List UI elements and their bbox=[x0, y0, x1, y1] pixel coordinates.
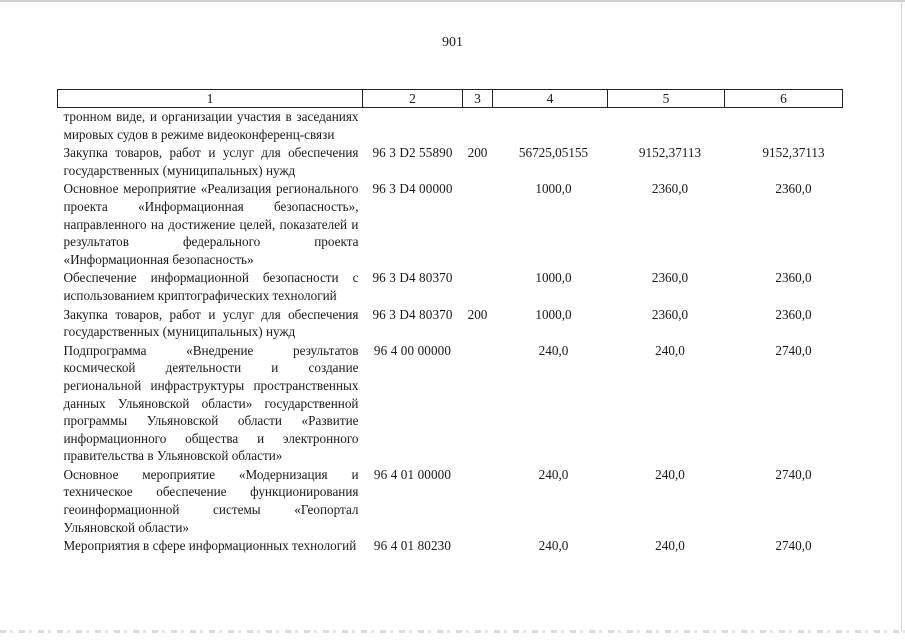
column-header-6: 6 bbox=[725, 90, 843, 108]
budget-table bbox=[57, 89, 843, 556]
row-value-2 bbox=[608, 108, 725, 145]
page-frame-right bbox=[901, 0, 902, 632]
row-value-3: 2740,0 bbox=[775, 466, 812, 482]
table-row bbox=[58, 466, 843, 537]
row-value-3: 2740,0 bbox=[775, 342, 812, 358]
row-expense-type bbox=[463, 180, 493, 269]
row-expense-type bbox=[463, 108, 493, 145]
row-value-1: 240,0 bbox=[538, 466, 569, 482]
column-header-4: 4 bbox=[493, 90, 608, 108]
row-value-2: 2360,0 bbox=[651, 306, 689, 322]
row-value-2: 9152,37113 bbox=[638, 145, 702, 161]
row-value-1: 56725,05155 bbox=[518, 145, 589, 161]
table-row bbox=[58, 306, 843, 342]
table-header bbox=[58, 90, 843, 108]
row-value-3: 2360,0 bbox=[775, 270, 812, 286]
row-expense-type bbox=[463, 537, 493, 556]
row-name: Закупка товаров, работ и услуг для обеспечения государственных (муниципальных) нужд bbox=[63, 145, 359, 178]
row-code: 96 3 D4 80370 bbox=[372, 270, 453, 286]
row-expense-type bbox=[463, 342, 493, 466]
row-name: тронном виде, и организации участия в заседаниях мировых судов в режиме видеоконференц-связи bbox=[63, 109, 359, 142]
table-body bbox=[58, 108, 843, 556]
table-row bbox=[58, 144, 843, 180]
scan-edge bbox=[0, 630, 905, 633]
header-row bbox=[58, 90, 843, 108]
row-code: 96 4 01 00000 bbox=[373, 466, 452, 482]
row-value-1: 1000,0 bbox=[535, 306, 572, 322]
row-code: 96 4 01 80230 bbox=[373, 538, 452, 554]
row-value-3: 9152,37113 bbox=[762, 145, 825, 161]
row-expense-type bbox=[463, 466, 493, 537]
column-header-1: 1 bbox=[58, 90, 363, 108]
row-expense-type: 200 bbox=[467, 306, 488, 322]
table-row bbox=[58, 537, 843, 556]
row-value-3 bbox=[725, 108, 843, 145]
table-row bbox=[58, 269, 843, 305]
page-number: 901 bbox=[442, 35, 463, 50]
table-row bbox=[58, 180, 843, 269]
row-code: 96 4 00 00000 bbox=[373, 342, 452, 358]
row-code: 96 3 D4 00000 bbox=[372, 181, 453, 197]
row-code: 96 3 D2 55890 bbox=[372, 145, 453, 161]
row-value-1: 240,0 bbox=[538, 342, 569, 358]
row-value-1: 1000,0 bbox=[535, 270, 572, 286]
page-frame-top bbox=[0, 0, 905, 2]
row-value-3: 2360,0 bbox=[775, 181, 812, 197]
column-header-2: 2 bbox=[363, 90, 463, 108]
row-value-2: 240,0 bbox=[655, 342, 685, 358]
row-expense-type bbox=[463, 269, 493, 305]
row-code bbox=[363, 108, 463, 145]
row-name: Закупка товаров, работ и услуг для обеспечения государственных (муниципальных) нужд bbox=[63, 306, 359, 340]
table-row bbox=[58, 342, 843, 466]
row-name: Основное мероприятие «Модернизация и техническое обеспечение функционирования геоинформационной системы «Геопортал Ульяновской области» bbox=[63, 466, 359, 535]
row-value-3: 2740,0 bbox=[775, 538, 812, 554]
row-value-2: 2360,0 bbox=[651, 270, 689, 286]
table-row bbox=[58, 108, 843, 145]
row-name: Подпрограмма «Внедрение результатов космической деятельности и создание региональной инфраструктуры пространственных данных Ульяновской области» государственной программы Ульяновской области «Развитие информационного общества и электронного правительства в Ульяновской области» bbox=[63, 342, 359, 464]
column-header-5: 5 bbox=[608, 90, 725, 108]
row-code: 96 3 D4 80370 bbox=[372, 306, 453, 322]
row-value-2: 240,0 bbox=[655, 538, 685, 554]
row-name: Мероприятия в сфере информационных технологий bbox=[63, 538, 357, 554]
row-value-1 bbox=[493, 108, 608, 145]
row-value-1: 240,0 bbox=[538, 538, 569, 554]
row-value-3: 2360,0 bbox=[775, 306, 812, 322]
row-expense-type: 200 bbox=[467, 145, 488, 161]
row-name: Основное мероприятие «Реализация регионального проекта «Информационная безопасность», направленного на достижение целей, показателей и результатов федерального проекта «Информационная безопасность» bbox=[63, 181, 359, 267]
row-value-2: 240,0 bbox=[655, 466, 685, 482]
row-value-1: 1000,0 bbox=[535, 181, 572, 197]
row-value-2: 2360,0 bbox=[651, 181, 689, 197]
row-name: Обеспечение информационной безопасности с использованием криптографических технологий bbox=[63, 270, 359, 303]
column-header-3: 3 bbox=[463, 90, 493, 108]
